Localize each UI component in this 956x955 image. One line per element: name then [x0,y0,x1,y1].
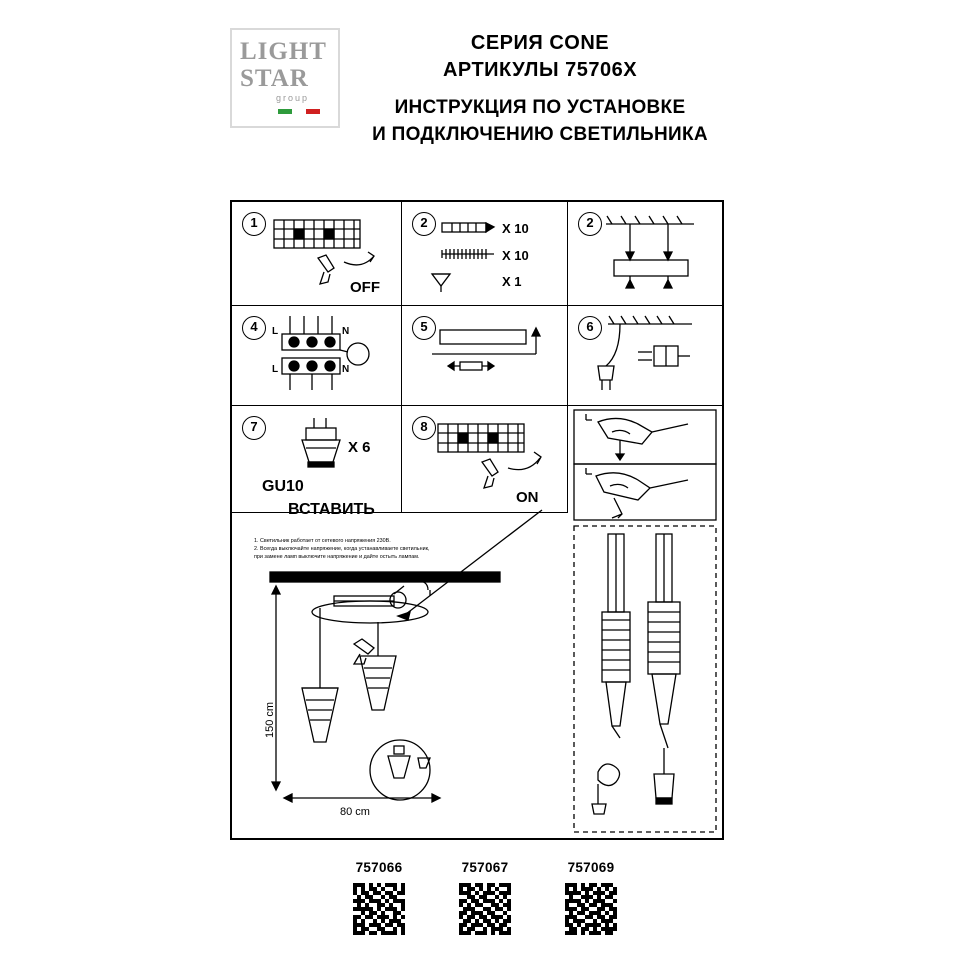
step-cell-2a [402,202,568,306]
step-6-illustration [568,306,722,405]
step-cell-1 [232,202,402,306]
document-title-line-2: И ПОДКЛЮЧЕНИЮ СВЕТИЛЬНИКА [372,124,708,145]
installation-diagram [242,560,568,832]
step-5-illustration [402,306,567,405]
document-title-line-1: ИНСТРУКЦИЯ ПО УСТАНОВКЕ [394,97,686,118]
terminal-label-N1: N [342,326,350,337]
step-number-1: 1 [242,212,266,236]
series-name: СЕРИЯ CONE [470,32,610,54]
terminal-label-N2: N [342,364,350,375]
product-code: 757067 [461,860,509,875]
product-code-list [340,860,630,935]
terminal-label-L1: L [272,326,279,337]
step-cell-8 [402,406,568,513]
step-cell-4 [232,306,402,406]
step-2a-qty-screw: X 10 [502,248,529,263]
step-7-lamp-type: GU10 [262,478,304,495]
note-line-3: при замене ламп выключите напряжение и дайте остыть лампам. [254,554,420,560]
step-1-illustration [232,202,401,305]
step-8-illustration [402,406,567,512]
step-2a-qty-bracket: X 1 [502,274,522,289]
qr-code-icon [353,883,405,935]
step-cell-6 [568,306,722,406]
step-2a-illustration [402,202,567,305]
logo-line-2: STAR [240,65,309,92]
step-number-7: 7 [242,416,266,440]
step-number-4: 4 [242,316,266,340]
product-code: 757066 [355,860,403,875]
step-cell-7 [232,406,402,518]
product-code-item [340,860,418,935]
step-number-2a: 2 [412,212,436,236]
step-7-action: ВСТАВИТЬ [288,501,375,518]
header-text-block [350,30,730,148]
italy-flag-icon [278,109,320,114]
logo-wordmark [240,38,327,92]
dimension-width: 80 cm [340,806,370,818]
product-code-item [446,860,524,935]
step-7-qty: X 6 [348,439,371,456]
step-8-label: ON [516,489,539,506]
step-number-8: 8 [412,416,436,440]
instruction-frame [230,200,724,840]
safety-notes [254,537,514,561]
logo-line-1: LIGHT [240,38,327,65]
terminal-label-L2: L [272,364,279,375]
document-header [230,22,730,162]
detail-panel-mount [568,406,722,522]
step-cell-2b [568,202,722,306]
dimension-height: 150 cm [264,701,276,738]
step-2a-qty-dowel: X 10 [502,221,529,236]
product-code-item [552,860,630,935]
note-line-2: 2. Всегда выключайте напряжение, когда устанавливаете светильник, [254,546,430,552]
step-number-2b: 2 [578,212,602,236]
article-number: АРТИКУЛЫ 75706X [442,59,638,81]
logo-group-label: group [276,93,310,103]
step-number-5: 5 [412,316,436,340]
qr-code-icon [565,883,617,935]
step-2b-illustration [568,202,722,305]
step-cell-5 [402,306,568,406]
step-4-illustration [232,306,401,405]
note-line-1: 1. Светильник работает от сетевого напряжения 230В. [254,538,391,544]
qr-code-icon [459,883,511,935]
step-number-6: 6 [578,316,602,340]
detail-panel-product [568,522,722,840]
step-1-label: OFF [350,279,380,296]
step-7-illustration [232,406,401,512]
brand-logo [230,28,340,128]
product-code: 757069 [567,860,615,875]
